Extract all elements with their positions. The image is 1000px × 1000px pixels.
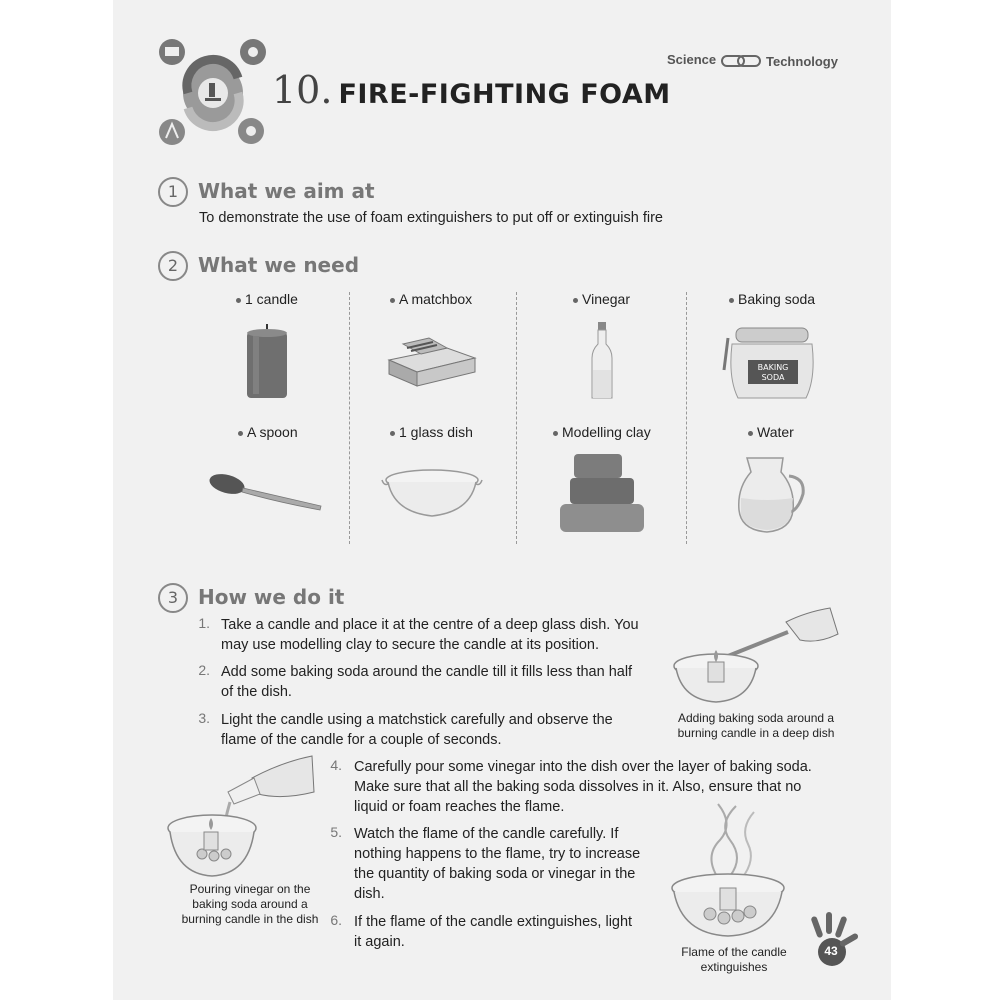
vinegar-bottle-icon <box>588 320 616 402</box>
glass-dish-icon <box>380 466 484 520</box>
section-heading-how: How we do it <box>198 585 345 609</box>
need-item-label: Baking soda <box>729 291 815 307</box>
matchbox-icon <box>385 330 477 390</box>
tag-science: Science <box>667 52 717 67</box>
need-item-label: Vinegar <box>573 291 630 307</box>
need-item-label: 1 candle <box>236 291 298 307</box>
need-item-label: A matchbox <box>390 291 472 307</box>
aim-text: To demonstrate the use of foam extinguishers to put off or extinguish fire <box>199 210 663 226</box>
section-heading-aim: What we aim at <box>198 179 375 203</box>
step-number: 5. <box>330 824 342 840</box>
need-item-label: 1 glass dish <box>390 424 473 440</box>
page-title <box>272 68 671 112</box>
candle-icon <box>243 322 291 402</box>
step-text: If the flame of the candle extinguishes, light it again. <box>354 914 633 950</box>
need-item-label: Modelling clay <box>553 424 651 440</box>
caption-extinguish: Flame of the candle extinguishes <box>681 945 787 974</box>
activity-title: FIRE-FIGHTING FOAM <box>338 79 671 110</box>
step-text: Take a candle and place it at the centre of a deep glass dish. You may use modelling clay to secure the candle at its position. <box>221 617 639 653</box>
section-number-3: 3 <box>158 583 188 613</box>
chain-link-icon <box>721 54 761 68</box>
need-item-label: Water <box>748 424 794 440</box>
pouring-vinegar-illustration <box>162 752 318 880</box>
step-text: Add some baking soda around the candle till it fills less than half of the dish. <box>221 664 633 700</box>
stem-logo-icon <box>158 38 268 148</box>
water-jug-icon <box>733 454 807 534</box>
section-heading-need: What we need <box>198 253 360 277</box>
activity-number: 10. <box>272 68 333 112</box>
step-number: 1. <box>198 615 210 631</box>
step-number: 2. <box>198 662 210 678</box>
jar-label-line-1: BAKING <box>757 363 789 372</box>
adding-baking-soda-illustration <box>668 604 840 708</box>
step-number: 4. <box>330 757 342 773</box>
section-number-2: 2 <box>158 251 188 281</box>
hand-icon <box>806 910 866 970</box>
tag-technology: Technology <box>766 54 838 69</box>
divider <box>349 292 350 544</box>
baking-soda-jar-icon <box>722 318 822 404</box>
modelling-clay-icon <box>556 450 648 536</box>
caption-pouring: Pouring vinegar on the baking soda around a burning candle in the dish <box>181 882 319 926</box>
step-text: Light the candle using a matchstick carefully and observe the flame of the candle for a couple of seconds. <box>221 712 613 748</box>
section-number-1: 1 <box>158 177 188 207</box>
step-number: 6. <box>330 912 342 928</box>
step-text: Carefully pour some vinegar into the dish over the layer of baking soda. Make sure that all the baking soda dissolves in it. Also, ensure that no liquid or foam reaches the flame. <box>354 759 812 815</box>
divider <box>516 292 517 544</box>
jar-label-line-2: SODA <box>761 373 785 382</box>
page-number: 43 <box>824 944 838 958</box>
flame-extinguishes-illustration <box>664 796 796 938</box>
need-item-label: A spoon <box>238 424 298 440</box>
spoon-icon <box>207 470 327 514</box>
step-number: 3. <box>198 710 210 726</box>
step-text: Watch the flame of the candle carefully. If nothing happens to the flame, try to increase the quantity of baking soda or vinegar in the dish. <box>354 826 641 902</box>
caption-adding: Adding baking soda around a burning candle in a deep dish <box>677 711 835 740</box>
divider <box>686 292 687 544</box>
